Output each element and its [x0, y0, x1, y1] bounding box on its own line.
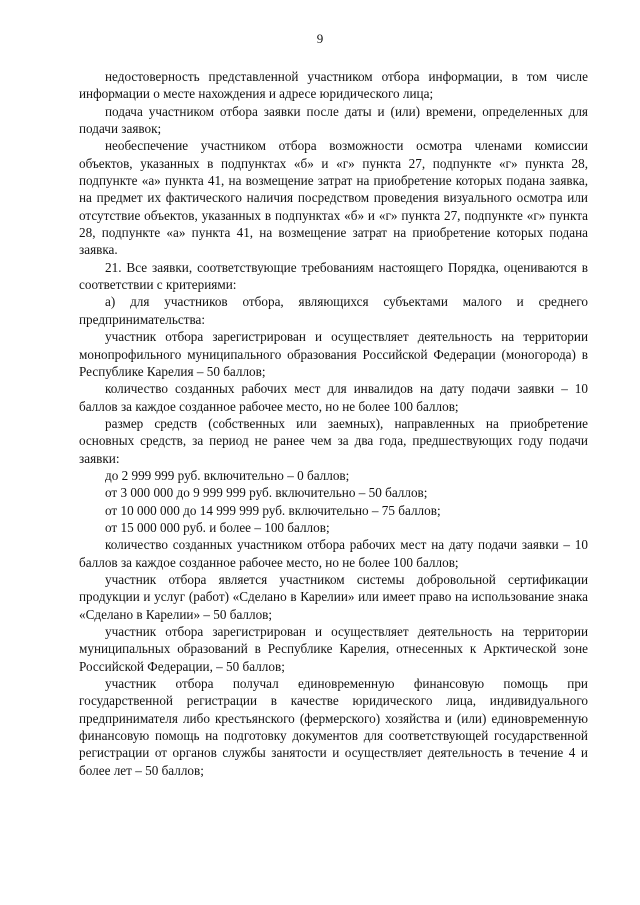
- fixed-assets-tier-3: от 10 000 000 до 14 999 999 руб. включительно – 75 баллов;: [105, 502, 441, 518]
- fixed-assets-tier-1: до 2 999 999 руб. включительно – 0 баллов;: [105, 467, 350, 483]
- criterion-financial-aid: участник отбора получал единовременную финансовую помощь при государственной регистрации в качестве юридического лица, индивидуального предпринимателя либо крестьянского (фермерского) хозяйства и (или) единовременную финансовую помощь на подготовку документов для соответствующей государственной регистрации от органов службы занятости и осуществляет деятельность в течение 4 и более лет – 50 баллов;: [79, 676, 588, 778]
- paragraph-no-inspection: необеспечение участником отбора возможности осмотра членами комиссии объектов, указанных в подпунктах «б» и «г» пункта 27, подпункте «г» пункта 28, подпункте «а» пункта 41, на возмещение затрат на приобретение которых подана заявка, на предмет их фактического наличия посредством проведения визуального осмотра или отсутствие объектов, указанных в подпунктах «б» и «г» пункта 27, подпункте «г» пункта 28, подпункте «а» пункта 41, на возмещение затрат на приобретение которых подана заявка.: [79, 138, 588, 258]
- paragraph-late-submission: подача участником отбора заявки после даты и (или) времени, определенных для подачи заявок;: [79, 103, 588, 137]
- fixed-assets-tier-4: от 15 000 000 руб. и более – 100 баллов;: [105, 519, 330, 535]
- paragraph-item-21: 21. Все заявки, соответствующие требованиям настоящего Порядка, оцениваются в соответствии с критериями:: [79, 259, 588, 293]
- fixed-assets-tier-2: от 3 000 000 до 9 999 999 руб. включительно – 50 баллов;: [105, 485, 428, 501]
- criterion-disabled-jobs: количество созданных рабочих мест для инвалидов на дату подачи заявки – 10 баллов за каждое созданное рабочее место, но не более 100 баллов;: [79, 381, 588, 414]
- criterion-monotown: участник отбора зарегистрирован и осуществляет деятельность на территории монопрофильного муниципального образования Российской Федерации (моногорода) в Республике Карелия – 50 баллов;: [79, 329, 588, 379]
- criterion-arctic-zone: участник отбора зарегистрирован и осуществляет деятельность на территории муниципальных образований в Республике Карелия, отнесенных к Арктической зоне Российской Федерации, – 50 баллов;: [79, 624, 588, 674]
- paragraph-subitem-a: а) для участников отбора, являющихся субъектами малого и среднего предпринимательства:: [79, 294, 588, 327]
- criterion-created-jobs: количество созданных участником отбора рабочих мест на дату подачи заявки – 10 баллов за каждое созданное рабочее место, но не более 100 баллов;: [79, 537, 588, 570]
- document-body: [79, 68, 588, 779]
- paragraph-unreliable-info: недостоверность представленной участником отбора информации, в том числе информации о месте нахождения и адресе юридического лица;: [79, 69, 588, 102]
- criterion-made-in-karelia: участник отбора является участником системы добровольной сертификации продукции и услуг (работ) «Сделано в Карелии» или имеет право на использование знака «Сделано в Карелии» – 50 баллов;: [79, 571, 588, 622]
- criterion-fixed-assets: размер средств (собственных или заемных), направленных на приобретение основных средств, за период не ранее чем за два года, предшествующих году подачи заявки:: [79, 415, 588, 466]
- page-number: 9: [316, 31, 324, 46]
